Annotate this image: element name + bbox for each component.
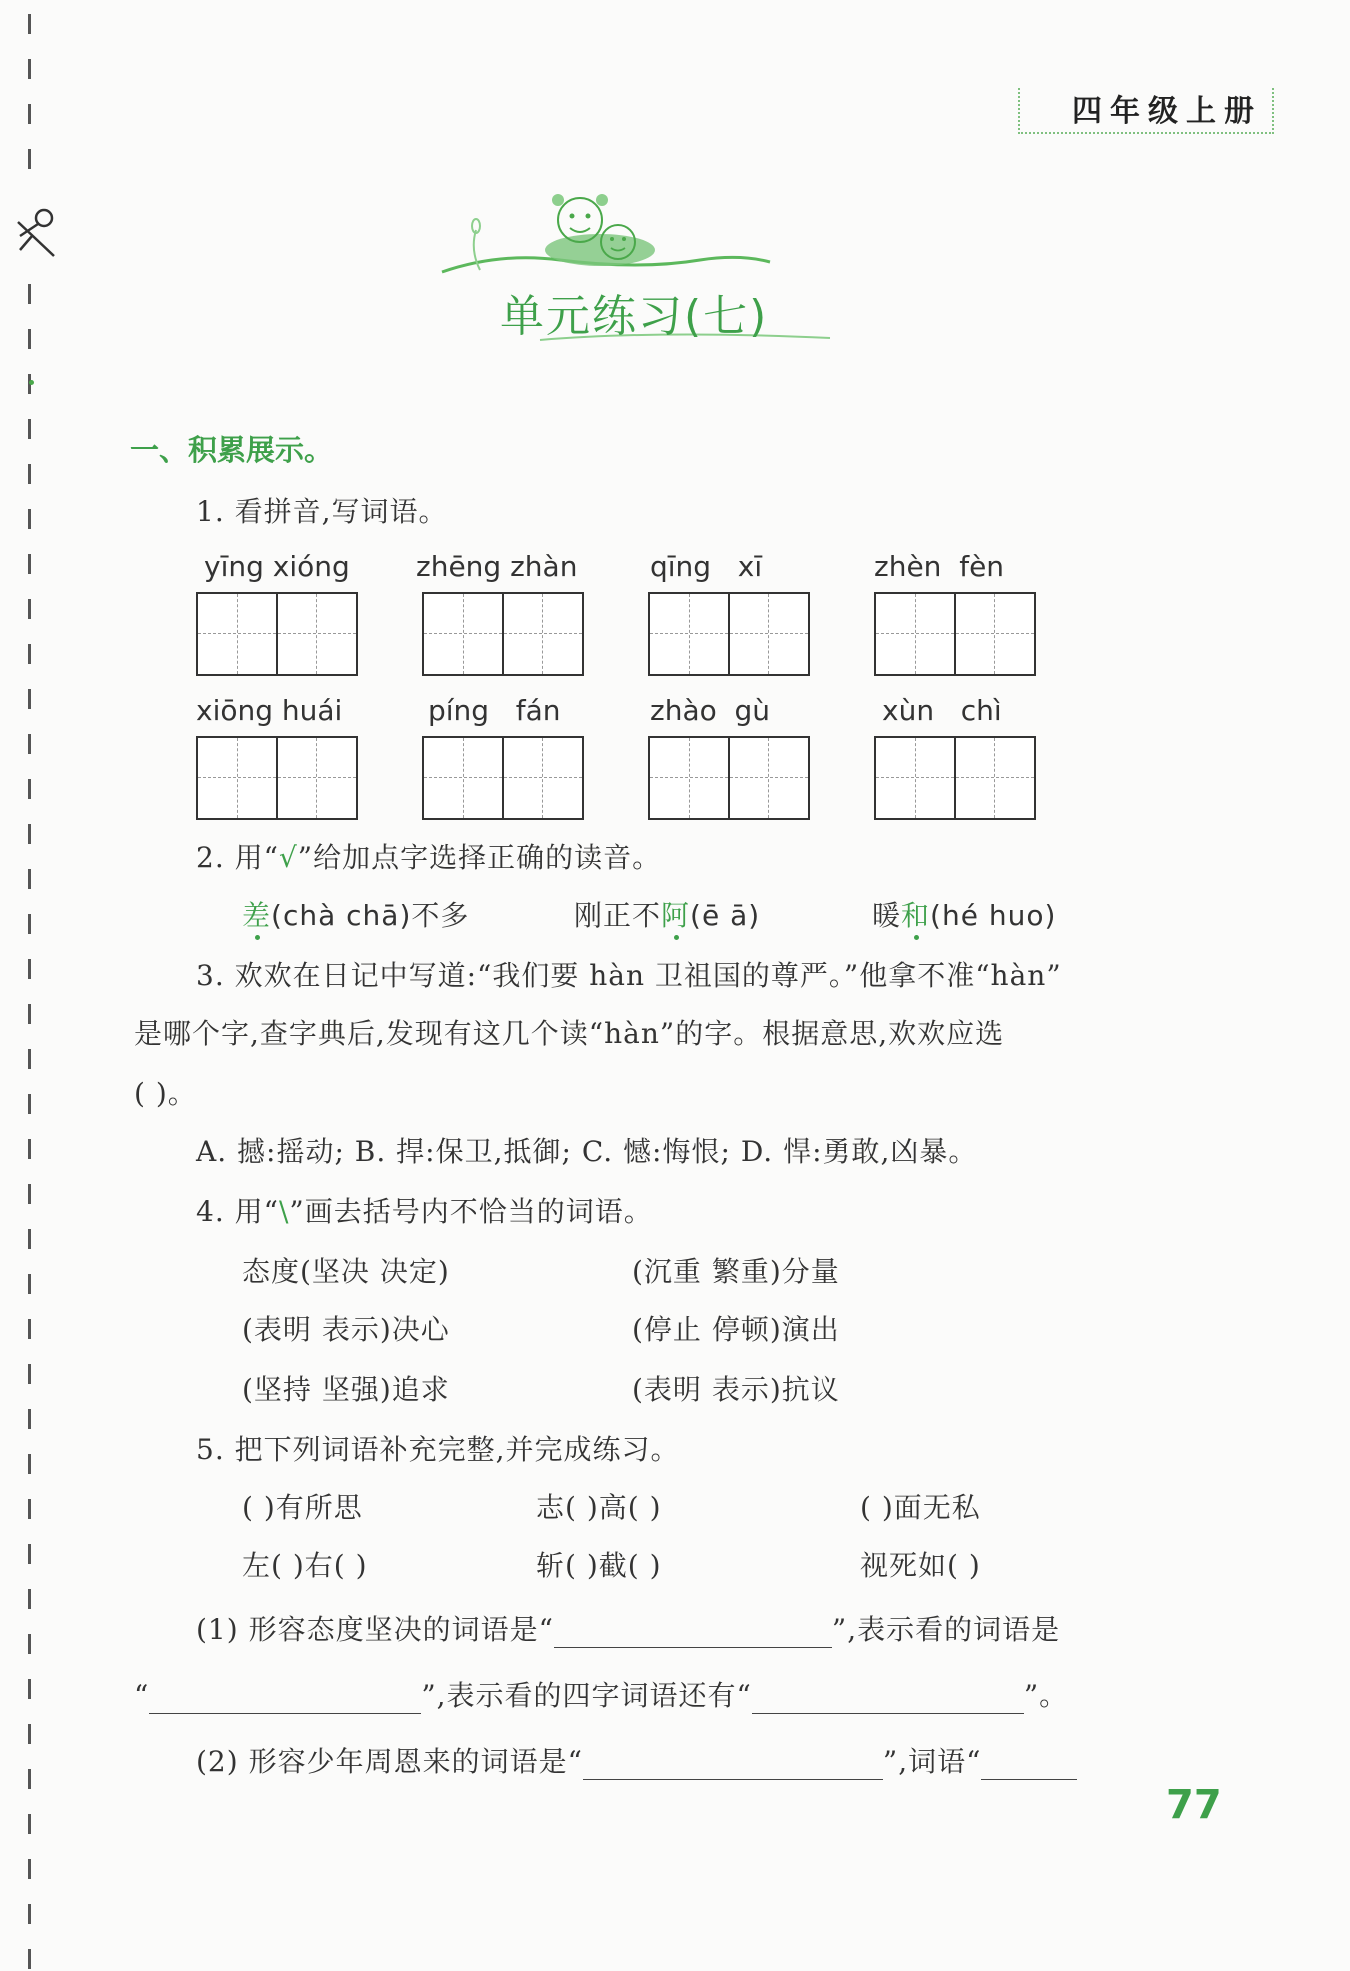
cut-line-dash <box>28 284 31 304</box>
cut-line-dash <box>28 1139 31 1159</box>
q1-label: 1. 看拼音,写词语。 <box>196 495 448 528</box>
word-choice[interactable]: 态度(坚决 决定) <box>242 1255 450 1288</box>
checkmark-icon: √ <box>278 841 298 874</box>
writing-grid[interactable] <box>196 736 358 820</box>
writing-grid[interactable] <box>648 736 810 820</box>
q5-sub1-cont <box>134 1674 1068 1714</box>
pinyin-label: xùn chì <box>882 694 1002 727</box>
cut-line-dash <box>28 1814 31 1834</box>
cut-line-dash <box>28 1589 31 1609</box>
fill-idiom[interactable]: 视死如( ) <box>860 1549 981 1582</box>
cut-line-dash <box>28 869 31 889</box>
word-prefix: 刚正不 <box>574 899 662 932</box>
q5-sub1-text: ”,表示看的四字词语还有“ <box>421 1679 752 1712</box>
cut-line-dash <box>28 1004 31 1024</box>
cut-line-dash <box>28 104 31 124</box>
q3-options: A. 撼:摇动; B. 捍:保卫,抵御; C. 憾:悔恨; D. 悍:勇敢,凶暴。 <box>196 1135 978 1168</box>
cut-line-dash <box>28 1409 31 1429</box>
cut-line-dash <box>28 644 31 664</box>
cut-line-dash <box>28 464 31 484</box>
writing-grid[interactable] <box>874 736 1036 820</box>
q2-item <box>574 894 760 934</box>
cut-line-dash <box>28 1634 31 1654</box>
cut-line-dash <box>28 419 31 439</box>
slash-mark-icon: \ <box>278 1195 290 1228</box>
dotted-char: 差 <box>242 899 272 932</box>
q5-sub2 <box>196 1740 1077 1780</box>
cut-line-dash <box>28 1544 31 1564</box>
fill-idiom[interactable]: ( )有所思 <box>242 1491 363 1524</box>
cut-line-dash <box>28 329 31 349</box>
word-prefix: 暖 <box>872 899 902 932</box>
cut-line-dash <box>28 1724 31 1744</box>
answer-blank[interactable] <box>981 1751 1077 1780</box>
cut-line-dash <box>28 1499 31 1519</box>
cut-line-dash <box>28 914 31 934</box>
q2-label-post: ”给加点字选择正确的读音。 <box>297 841 662 874</box>
word-choice[interactable]: (表明 表示)决心 <box>242 1313 450 1346</box>
q4-label <box>196 1190 653 1230</box>
q4-label-pre: 4. 用“ <box>196 1195 279 1228</box>
margin-dot <box>29 380 34 385</box>
word-choice[interactable]: (坚持 坚强)追求 <box>242 1373 450 1406</box>
cut-line-dash <box>28 509 31 529</box>
cut-line-dash <box>28 824 31 844</box>
cut-line-dash <box>28 959 31 979</box>
q5-sub1-text: ”,表示看的词语是 <box>831 1613 1061 1646</box>
cut-line-dash <box>28 779 31 799</box>
pinyin-label: píng fán <box>428 694 561 727</box>
cut-line-dash <box>28 554 31 574</box>
writing-grid[interactable] <box>196 592 358 676</box>
cut-line <box>28 0 32 1971</box>
q5-sub2-text: ”,词语“ <box>882 1745 982 1778</box>
answer-blank[interactable] <box>149 1685 421 1714</box>
writing-grid[interactable] <box>422 736 584 820</box>
cut-line-dash <box>28 149 31 169</box>
fill-idiom[interactable]: 左( )右( ) <box>242 1549 368 1582</box>
cut-line-dash <box>28 1049 31 1069</box>
cut-line-dash <box>28 1859 31 1879</box>
pinyin-label: zhēng zhàn <box>416 550 578 583</box>
q3-line: 3. 欢欢在日记中写道:“我们要 hàn 卫祖国的尊严。”他拿不准“hàn” <box>196 959 1062 992</box>
page-number: 77 <box>1166 1782 1222 1828</box>
pinyin-label: qīng xī <box>650 550 763 583</box>
q3-answer-blank[interactable]: ( )。 <box>134 1077 197 1110</box>
q5-label: 5. 把下列词语补充完整,并完成练习。 <box>196 1433 680 1466</box>
q4-label-post: ”画去括号内不恰当的词语。 <box>289 1195 653 1228</box>
cut-line-dash <box>28 1319 31 1339</box>
reading-options: (ē ā) <box>690 899 761 932</box>
q3-line: 是哪个字,查字典后,发现有这几个读“hàn”的字。根据意思,欢欢应选 <box>134 1017 1005 1050</box>
q2-label-pre: 2. 用“ <box>196 841 279 874</box>
cut-line-dash <box>28 1364 31 1384</box>
cut-line-dash <box>28 734 31 754</box>
cut-line-dash <box>28 1094 31 1114</box>
pinyin-label: xiōng huái <box>196 694 343 727</box>
q2-item <box>872 894 1056 934</box>
cut-line-dash <box>28 1769 31 1789</box>
word-choice[interactable]: (表明 表示)抗议 <box>632 1373 840 1406</box>
writing-grid[interactable] <box>648 592 810 676</box>
q5-sub1-text: ”。 <box>1023 1679 1069 1712</box>
q5-sub1 <box>196 1608 1060 1648</box>
pinyin-label: zhèn fèn <box>874 550 1005 583</box>
q5-sub1-text: (1) 形容态度坚决的词语是“ <box>196 1613 554 1646</box>
word-choice[interactable]: (沉重 繁重)分量 <box>632 1255 840 1288</box>
cut-line-dash <box>28 1949 31 1969</box>
cut-line-dash <box>28 1679 31 1699</box>
page-title: 单元练习(七) <box>500 291 769 342</box>
word-choice[interactable]: (停止 停顿)演出 <box>632 1313 840 1346</box>
pinyin-label: zhào gù <box>650 694 771 727</box>
writing-grid[interactable] <box>874 592 1036 676</box>
writing-grid[interactable] <box>422 592 584 676</box>
q2-item <box>242 894 469 934</box>
dotted-char: 和 <box>901 899 931 932</box>
answer-blank[interactable] <box>752 1685 1024 1714</box>
cut-line-dash <box>28 689 31 709</box>
section-heading: 一、积累展示。 <box>130 433 334 467</box>
cut-line-dash <box>28 1904 31 1924</box>
cut-line-dash <box>28 59 31 79</box>
cut-line-dash <box>28 1274 31 1294</box>
scissors-icon <box>14 206 60 262</box>
cut-line-dash <box>28 1229 31 1249</box>
cut-line-dash <box>28 1454 31 1474</box>
reading-options: (hé huo) <box>930 899 1057 932</box>
fill-idiom[interactable]: 志( )高( ) <box>536 1491 662 1524</box>
q5-sub1-text: “ <box>134 1679 150 1712</box>
answer-blank[interactable] <box>554 1619 832 1648</box>
grade-label: 四年级上册 <box>1072 94 1262 129</box>
fill-idiom[interactable]: 斩( )截( ) <box>536 1549 662 1582</box>
dotted-char: 阿 <box>661 899 691 932</box>
reading-options: (chà chā)不多 <box>271 899 470 932</box>
q5-sub2-text: (2) 形容少年周恩来的词语是“ <box>196 1745 583 1778</box>
cut-line-dash <box>28 14 31 34</box>
cut-line-dash <box>28 599 31 619</box>
q2-label <box>196 836 661 876</box>
fill-idiom[interactable]: ( )面无私 <box>860 1491 981 1524</box>
answer-blank[interactable] <box>583 1751 883 1780</box>
cut-line-dash <box>28 1184 31 1204</box>
pinyin-label: yīng xióng <box>204 550 350 583</box>
